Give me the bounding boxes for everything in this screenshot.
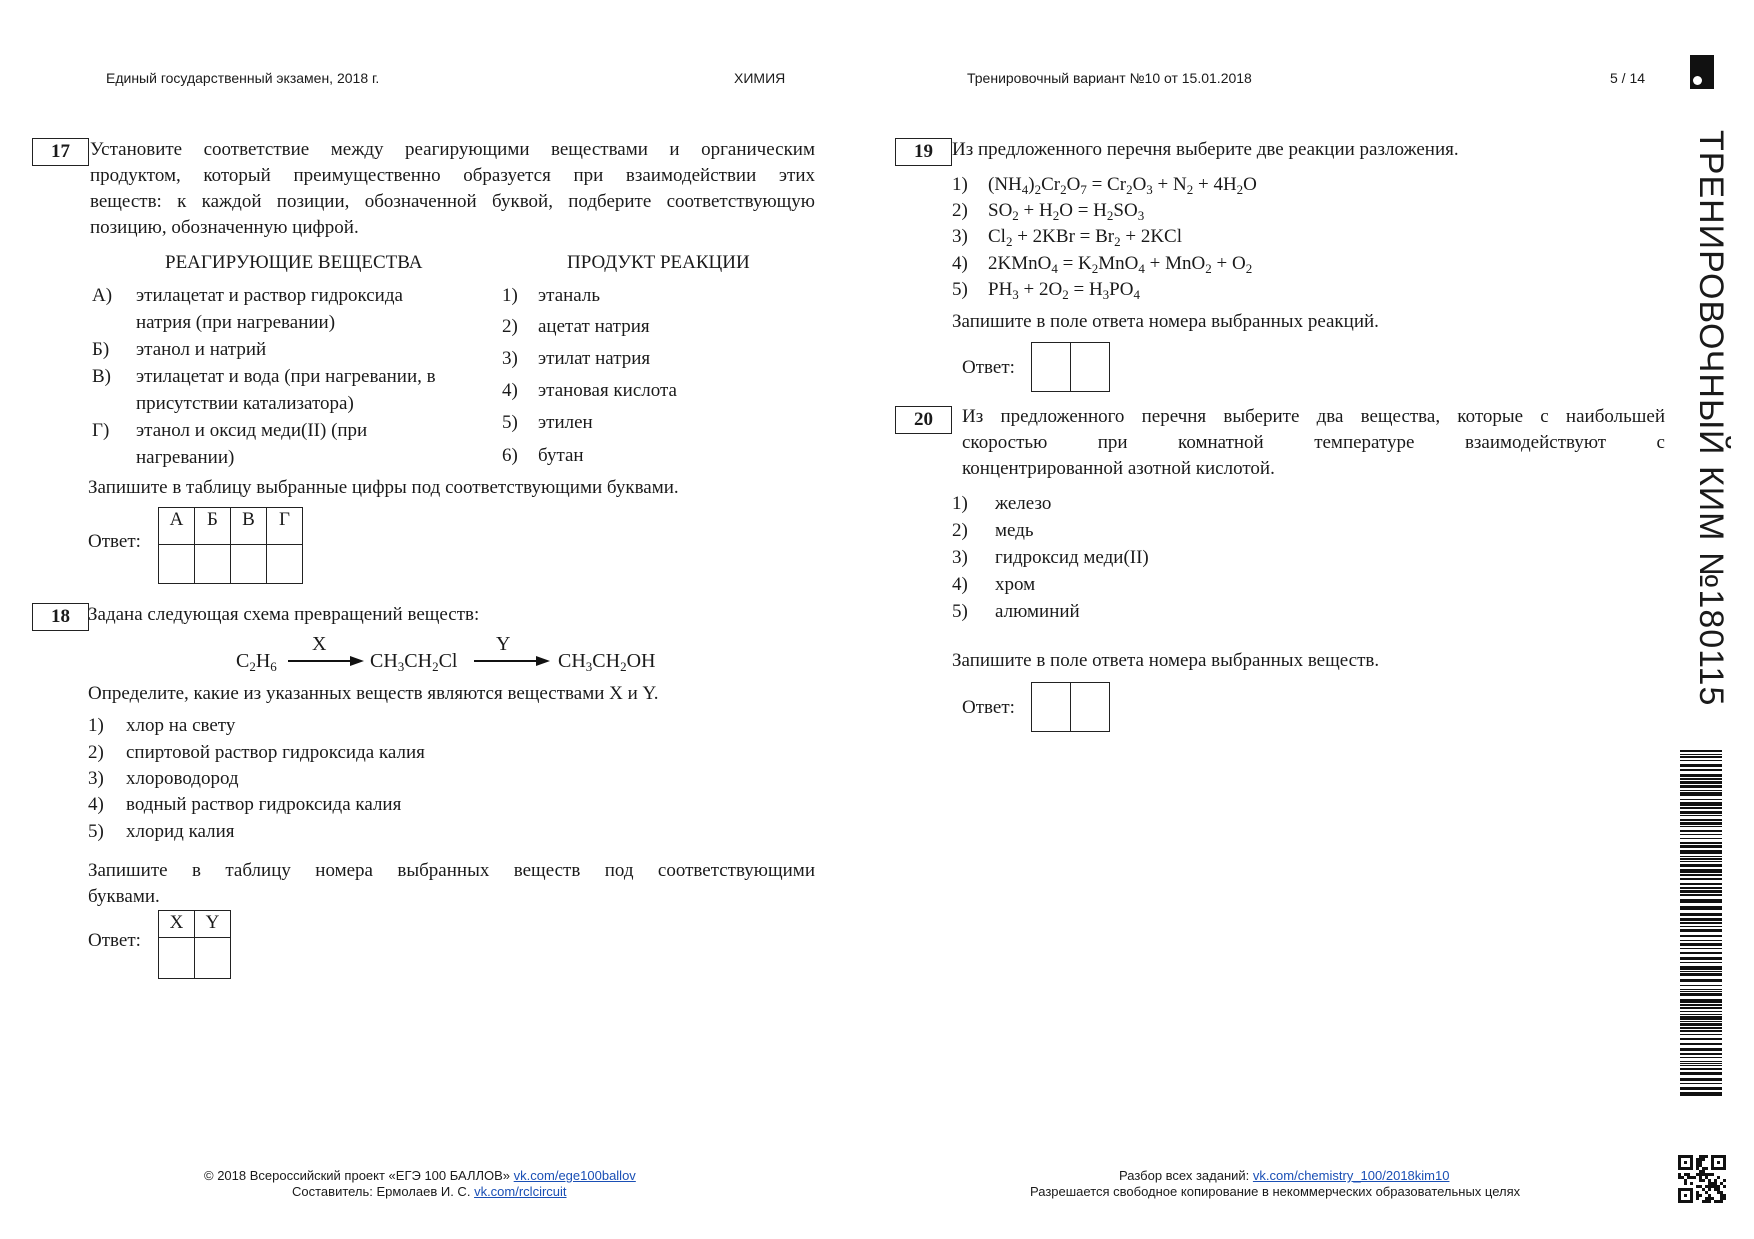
qr-code-icon xyxy=(1678,1155,1726,1203)
q20-option-number: 1) xyxy=(952,493,968,514)
q17-product-number: 5) xyxy=(502,412,518,433)
q20-number: 20 xyxy=(895,406,952,434)
q18-instruction-line: Запишите в таблицу номера выбранных веществ под соответствующими xyxy=(88,860,815,881)
q17-product-text: бутан xyxy=(538,445,584,466)
footer-author: Составитель: Ермолаев И. С. xyxy=(292,1184,471,1199)
q18-scheme-ethanol: $CH_3CH_2OH$ xyxy=(558,650,656,674)
q17-product-number: 4) xyxy=(502,380,518,401)
q18-arrow-2-icon xyxy=(474,654,552,668)
q20-text xyxy=(962,404,1665,482)
footer-left-line-2 xyxy=(292,1184,567,1200)
q19-reaction-number: 3) xyxy=(952,226,968,247)
q17-product-text: этановая кислота xyxy=(538,380,677,401)
corner-logo-icon xyxy=(1690,55,1714,89)
q18-option-text: водный раствор гидроксида калия xyxy=(126,794,402,815)
q19-instruction: Запишите в поле ответа номера выбранных реакций. xyxy=(952,311,1379,332)
q18-table-header: X xyxy=(159,911,195,938)
q17-answer-cell[interactable] xyxy=(267,545,303,584)
q17-product-number: 1) xyxy=(502,285,518,306)
q18-option-number: 3) xyxy=(88,768,104,789)
q17-reagent-text: нагревании) xyxy=(136,447,235,468)
footer-analysis-link[interactable]: vk.com/chemistry_100/2018kim10 xyxy=(1252,1168,1450,1183)
q18-answer-cell[interactable] xyxy=(159,938,195,979)
q18-option-text: хлороводород xyxy=(126,768,239,789)
q19-reaction-equation: $SO_2 + H_2O = H_2SO_3$ xyxy=(988,200,1145,223)
q17-product-text: этаналь xyxy=(538,285,601,306)
q20-option-text: медь xyxy=(995,520,1034,541)
q19-number: 19 xyxy=(895,138,952,166)
q18-answer-cell[interactable] xyxy=(195,938,231,979)
q20-line: скоростью при комнатной температуре взаимодействуют с xyxy=(962,432,1665,453)
q20-answer-cell[interactable] xyxy=(1071,683,1110,732)
q20-answer-label: Ответ: xyxy=(962,697,1015,718)
q18-arrow-1-icon xyxy=(288,654,366,668)
q17-product-text: этилен xyxy=(538,412,593,433)
q17-reagent-text: присутствии катализатора) xyxy=(136,393,354,414)
q19-reaction-number: 2) xyxy=(952,200,968,221)
footer-analysis-label: Разбор всех заданий: xyxy=(1119,1168,1250,1183)
q20-line: Из предложенного перечня выберите два вещества, которые с наибольшей xyxy=(962,406,1665,427)
header-variant: Тренировочный вариант №10 от 15.01.2018 xyxy=(967,70,1252,86)
side-kim-label: ТРЕНИРОВОЧНЫЙ КИМ №180115 xyxy=(1692,130,1730,707)
q18-scheme-y-label: Y xyxy=(496,633,511,655)
q18-scheme-chloroethane: $CH_3CH_2Cl$ xyxy=(370,650,458,674)
q19-reaction-number: 5) xyxy=(952,279,968,300)
q17-reagent-text: натрия (при нагревании) xyxy=(136,312,336,333)
footer-copyright: © 2018 Всероссийский проект «ЕГЭ 100 БАЛЛОВ» xyxy=(204,1168,511,1183)
q19-reaction-equation: $(NH_4)_2Cr_2O_7 = Cr_2O_3 + N_2 + 4H_2O$ xyxy=(988,174,1257,197)
q18-table-header: Y xyxy=(195,911,231,938)
q19-reaction-equation: 2KMnO$_4$ = $K_2MnO_4 + MnO_2 + O_2$ xyxy=(988,253,1253,276)
q17-product-number: 2) xyxy=(502,316,518,337)
q17-col2-header: ПРОДУКТ РЕАКЦИИ xyxy=(567,252,750,273)
q20-option-number: 3) xyxy=(952,547,968,568)
q17-reagent-letter: А) xyxy=(92,285,113,306)
q17-col1-header: РЕАГИРУЮЩИЕ ВЕЩЕСТВА xyxy=(165,252,423,273)
q19-answer-label: Ответ: xyxy=(962,357,1015,378)
q20-option-text: железо xyxy=(995,493,1052,514)
q19-reaction-number: 4) xyxy=(952,253,968,274)
q17-answer-cell[interactable] xyxy=(231,545,267,584)
q19-intro: Из предложенного перечня выберите две реакции разложения. xyxy=(952,139,1459,160)
q20-line: концентрированной азотной кислотой. xyxy=(962,458,1275,479)
q17-product-number: 3) xyxy=(502,348,518,369)
q20-option-text: хром xyxy=(995,574,1036,595)
q18-option-number: 2) xyxy=(88,742,104,763)
q17-table-header: Б xyxy=(195,508,231,545)
q19-answer-cell[interactable] xyxy=(1071,343,1110,392)
q18-scheme xyxy=(236,633,716,680)
q17-product-number: 6) xyxy=(502,445,518,466)
q18-option-number: 5) xyxy=(88,821,104,842)
q18-instruction-line: буквами. xyxy=(88,886,160,907)
barcode-icon xyxy=(1680,750,1722,1100)
q20-option-number: 2) xyxy=(952,520,968,541)
q19-answer-cell[interactable] xyxy=(1032,343,1071,392)
q20-option-number: 5) xyxy=(952,601,968,622)
q17-line: Установите соответствие между реагирующими веществами и органическим xyxy=(90,139,815,160)
q18-option-number: 4) xyxy=(88,794,104,815)
q17-answer-cell[interactable] xyxy=(195,545,231,584)
q18-question: Определите, какие из указанных веществ являются веществами X и Y. xyxy=(88,683,659,704)
footer-copying-notice: Разрешается свободное копирование в некоммерческих образовательных целях xyxy=(1030,1184,1521,1199)
q18-option-number: 1) xyxy=(88,715,104,736)
q17-answer-label: Ответ: xyxy=(88,531,141,552)
q20-instruction: Запишите в поле ответа номера выбранных веществ. xyxy=(952,650,1380,671)
q18-answer-label: Ответ: xyxy=(88,930,141,951)
q19-reaction-number: 1) xyxy=(952,174,968,195)
q17-product-text: этилат натрия xyxy=(538,348,651,369)
q20-option-text: гидроксид меди(II) xyxy=(995,547,1149,568)
q19-answer-box xyxy=(1031,342,1110,392)
q18-scheme-ethane: $C_2H_6$ xyxy=(236,650,277,674)
q17-answer-cell[interactable] xyxy=(159,545,195,584)
q17-product-text: ацетат натрия xyxy=(538,316,650,337)
q20-answer-cell[interactable] xyxy=(1032,683,1071,732)
q19-reaction-equation: $PH_3 + 2O_2 = H_3PO_4$ xyxy=(988,279,1140,302)
footer-author-link[interactable]: vk.com/rclcircuit xyxy=(474,1184,567,1199)
q17-reagent-text: этилацетат и вода (при нагревании, в xyxy=(136,366,436,387)
q17-table-header: А xyxy=(159,508,195,545)
q17-reagent-letter: В) xyxy=(92,366,111,387)
q17-instruction: Запишите в таблицу выбранные цифры под соответствующими буквами. xyxy=(88,477,679,498)
q18-option-text: хлорид калия xyxy=(126,821,235,842)
footer-right-line-1 xyxy=(1119,1168,1449,1184)
q20-option-text: алюминий xyxy=(995,601,1080,622)
q20-option-number: 4) xyxy=(952,574,968,595)
q20-answer-box xyxy=(1031,682,1110,732)
q17-text xyxy=(90,137,815,241)
q17-answer-table xyxy=(158,507,303,584)
q18-option-text: спиртовой раствор гидроксида калия xyxy=(126,742,425,763)
q18-option-text: хлор на свету xyxy=(126,715,236,736)
q17-line: позицию, обозначенную цифрой. xyxy=(90,217,359,238)
q17-reagent-text: этилацетат и раствор гидроксида xyxy=(136,285,403,306)
q17-reagent-letter: Г) xyxy=(92,420,110,441)
q18-answer-table xyxy=(158,910,231,979)
header-exam-title: Единый государственный экзамен, 2018 г. xyxy=(106,70,380,86)
q17-line: продуктом, который преимущественно образуется при взаимодействии этих xyxy=(90,165,815,186)
q18-intro: Задана следующая схема превращений веществ: xyxy=(88,604,480,625)
q17-table-header: В xyxy=(231,508,267,545)
q17-reagent-letter: Б) xyxy=(92,339,110,360)
q17-number: 17 xyxy=(32,138,89,166)
q19-reaction-equation: $Cl_2 + 2KBr = Br_2 + 2KCl$ xyxy=(988,226,1182,249)
footer-left-line-1 xyxy=(204,1168,636,1184)
q17-line: веществ: к каждой позиции, обозначенной буквой, подберите соответствующую xyxy=(90,191,815,212)
q18-scheme-x-label: X xyxy=(312,633,327,655)
q17-table-header: Г xyxy=(267,508,303,545)
header-subject: ХИМИЯ xyxy=(734,70,786,86)
header-page-number: 5 / 14 xyxy=(1610,70,1646,86)
q17-reagent-text: этанол и натрий xyxy=(136,339,267,360)
q17-reagent-text: этанол и оксид меди(II) (при xyxy=(136,420,368,441)
footer-project-link[interactable]: vk.com/ege100ballov xyxy=(513,1168,636,1183)
q18-number: 18 xyxy=(32,603,89,631)
q18-instruction xyxy=(88,858,815,910)
